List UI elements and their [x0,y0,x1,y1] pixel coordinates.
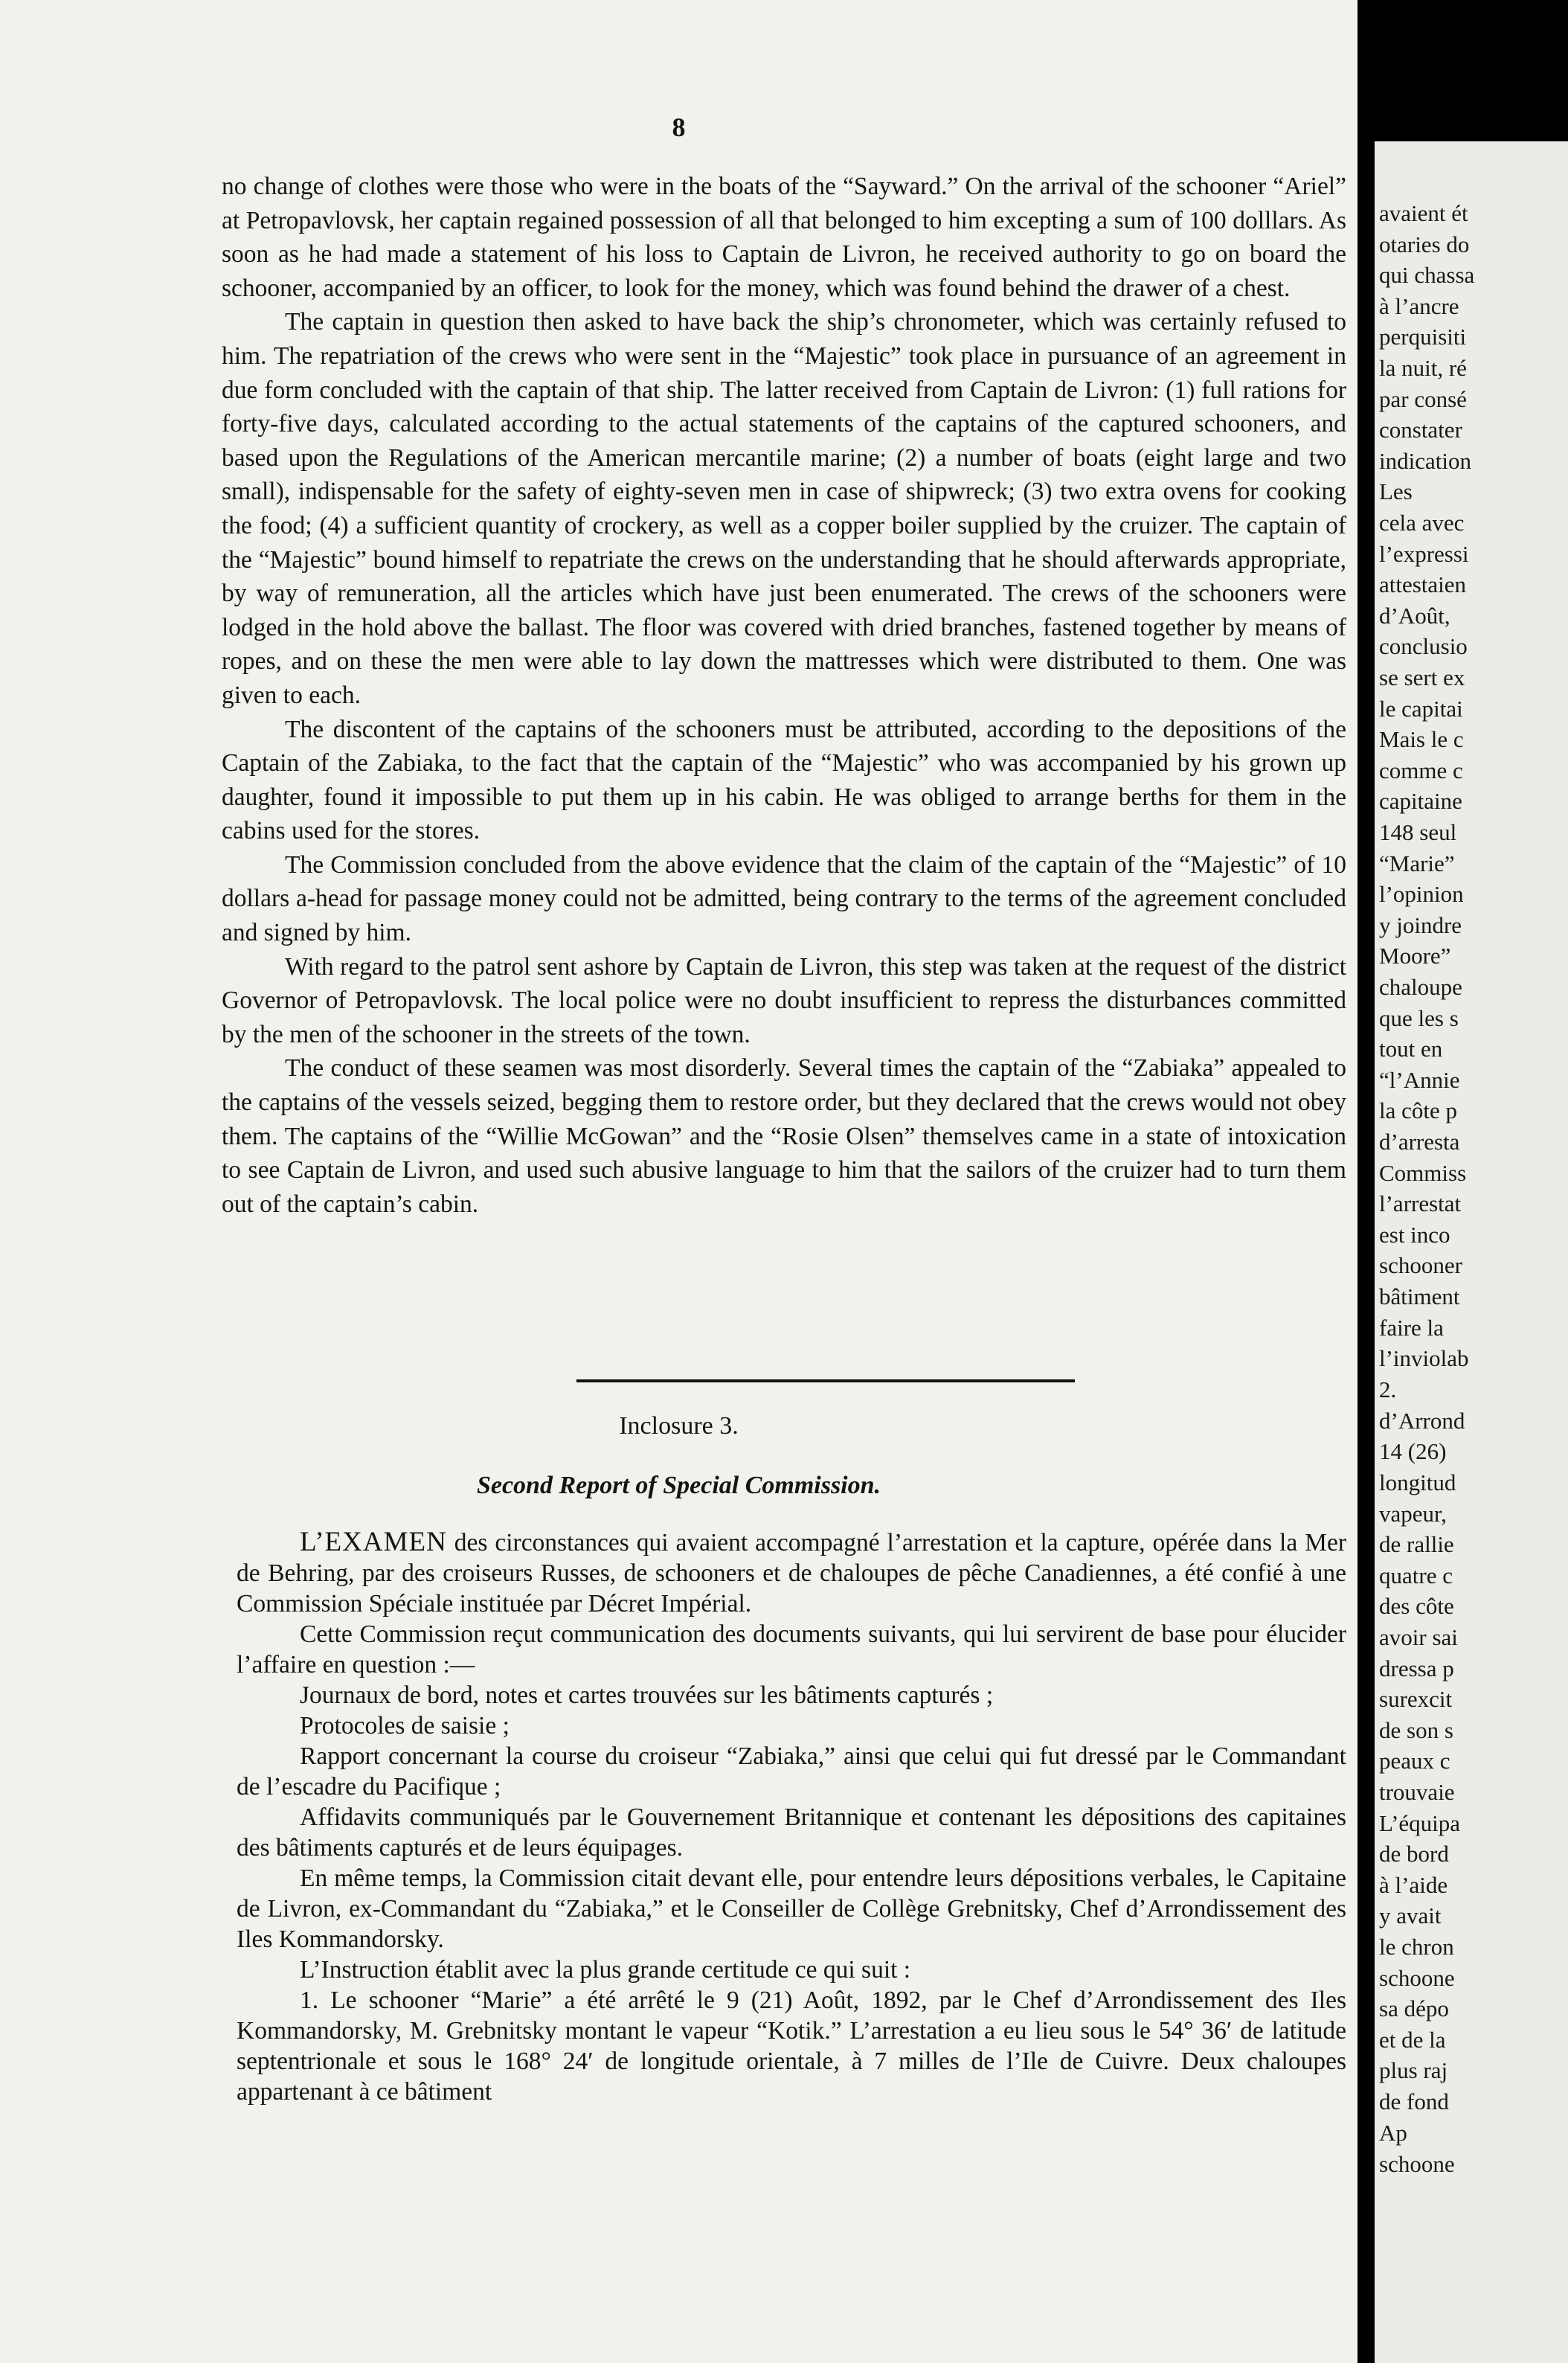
next-page-fragment: quatre c [1379,1562,1453,1588]
paragraph: Journaux de bord, notes et cartes trouvées sur les bâtiments capturés ; [300,1681,994,1709]
next-page-fragment: otaries do [1379,231,1470,257]
next-page-fragment: dressa p [1379,1655,1454,1681]
next-page-fragment: y avait [1379,1902,1442,1929]
next-page-fragment: “l’Annie [1379,1066,1460,1093]
paragraph: With regard to the patrol sent ashore by Captain de Livron, this step was taken at the request of the district Governor of Petropavlovsk. The local police were no doubt insufficient to repress the disturbances committed by the men of the schooner in the streets of the town. [222,952,1346,1048]
next-page-fragment: schoone [1379,1964,1455,1991]
french-section [237,1527,1346,2107]
next-page-fragment: avaient ét [1379,200,1468,226]
paragraph: L’Instruction établit avec la plus grande certitude ce qui suit : [300,1956,911,1984]
next-page-fragment: qui chassa [1379,262,1475,289]
next-page-fragment: le capitai [1379,695,1463,722]
next-page-fragment: constater [1379,417,1462,443]
english-section [222,170,1346,1221]
paragraph: Cette Commission reçut communication des documents suivants, qui lui servirent de base pour élucider l’affaire en question :— [237,1620,1346,1679]
next-page-fragment: surexcit [1379,1686,1453,1713]
next-page-fragment: l’expressi [1379,540,1469,567]
next-page-fragment: Ap [1379,2119,1407,2146]
next-page-fragment: de rallie [1379,1531,1454,1558]
next-page-fragment: l’opinion [1379,881,1464,908]
paragraph: no change of clothes were those who were in the boats of the “Sayward.” On the arrival of the schooner “Ariel” at Petropavlovsk, her captain regained possession of all that belonged to him excepting a sum of 100 dolllars. As soon as he had made a statement of his loss to Captain de Livron, he received authority to go on board the schooner, accompanied by an officer, to look for the money, which was found behind the drawer of a chest. [222,173,1346,302]
next-page-fragment: schoone [1379,2150,1455,2177]
next-page-fragment: faire la [1379,1314,1444,1341]
page-number: 8 [672,112,686,142]
section-divider [576,1379,1075,1382]
next-page-edge [1375,141,1568,2363]
paragraph: Protocoles de saisie ; [300,1712,510,1740]
next-page-fragment: à l’aide [1379,1871,1448,1898]
paragraph: En même temps, la Commission citait devant elle, pour entendre leurs dépositions verbales, le Capitaine de Livron, ex-Commandant du “Zabiaka,” et le Conseiller de Collège Grebnitsky, Chef d’Arrondissement des Iles Kommandorsky. [237,1865,1346,1953]
next-page-fragment: que les s [1379,1004,1459,1031]
paragraph: Rapport concernant la course du croiseur “Zabiaka,” ainsi que celui qui fut dressé par le Commandant de l’escadre du Pacifique ; [237,1742,1346,1801]
next-page-fragment: plus raj [1379,2057,1448,2084]
next-page-fragment: à l’ancre [1379,292,1459,319]
next-page-fragment: avoir sai [1379,1624,1458,1650]
next-page-fragment: peaux c [1379,1748,1450,1774]
next-page-fragment: longitud [1379,1469,1456,1495]
next-page-fragment: des côte [1379,1593,1454,1620]
next-page-fragment: la nuit, ré [1379,355,1467,381]
next-page-fragment: de fond [1379,2088,1449,2114]
next-page-fragment: 148 seul [1379,819,1457,845]
next-page-fragment: L’équipa [1379,1809,1461,1836]
next-page-fragment: l’arrestat [1379,1190,1462,1217]
paragraph: The captain in question then asked to have back the ship’s chronometer, which was certainly refused to him. The repatriation of the crews who were sent in the “Majestic” took place in pursuance of an agreement in due form concluded with the captain of that ship. The latter received from Captain de Livron: (1) full rations for forty-five days, calculated according to the actual statements of the captains of the captured schooners, and based upon the Regulations of the American mercantile marine; (2) a number of boats (eight large and two small), indispensable for the safety of eighty-seven men in case of shipwreck; (3) two extra ovens for cooking the food; (4) a sufficient quantity of crockery, as well as a copper boiler supplied by the cruizer. The captain of the “Majestic” bound himself to repatriate the crews on the understanding that he should afterwards appropriate, by way of remuneration, all the articles which have just been enumerated. The crews of the schooners were lodged in the hold above the ballast. The floor was covered with dried branches, fastened together by means of ropes, and on these the men were able to lay down the mattresses which were distributed to them. One was given to each. [222,308,1346,709]
inclosure-title: Inclosure 3. [619,1412,739,1440]
next-page-fragment: d’Arrond [1379,1407,1465,1434]
next-page-fragment: perquisiti [1379,324,1467,350]
paragraph: 1. Le schooner “Marie” a été arrêté le 9 (21) Août, 1892, par le Chef d’Arrondissement des Iles Kommandorsky, M. Grebnitsky montant le vapeur “Kotik.” L’arrestation a eu lieu sous le 54° 36′ de latitude septentrionale et sous le 168° 24′ de longitude orientale, à 7 milles de l’Ile de Cuivre. Deux chaloupes appartenant à ce bâtiment [237,1987,1346,2106]
next-page-fragment: d’arresta [1379,1129,1460,1155]
next-page-fragment: le chron [1379,1934,1454,1960]
next-page-fragment: bâtiment [1379,1283,1460,1309]
next-page-fragment: vapeur, [1379,1500,1447,1527]
next-page-fragment: 2. [1379,1376,1397,1402]
lead-word: L’EXAMEN [300,1527,447,1557]
next-page-fragment: conclusio [1379,633,1468,660]
next-page-fragment: de son s [1379,1716,1453,1743]
paragraph: The Commission concluded from the above evidence that the claim of the captain of the “Majestic” of 10 dollars a-head for passage money could not be admitted, being contrary to the terms of the agreement concluded and signed by him. [222,850,1346,947]
report-subtitle: Second Report of Special Commission. [476,1472,881,1499]
next-page-fragment: capitaine [1379,788,1462,815]
next-page-fragment: Moore” [1379,943,1451,969]
next-page-fragment: Commiss [1379,1159,1467,1186]
next-page-fragment: 14 (26) [1379,1438,1447,1465]
next-page-fragment: y joindre [1379,911,1462,938]
paragraph-text: des circonstances qui avaient accompagné l’arrestation et la capture, opérée dans la Mer de Behring, par des croiseurs Russes, de schooners et de chaloupes de pêche Canadiennes, a été confié à une Commission Spéciale instituée par Décret Impérial. [237,1529,1346,1617]
next-page-fragment: tout en [1379,1036,1443,1062]
paragraph: Affidavits communiqués par le Gouvernement Britannique et contenant les dépositions des capitaines des bâtiments capturés et de leurs équipages. [237,1803,1346,1862]
next-page-fragment: et de la [1379,2026,1446,2053]
next-page-fragment: d’Août, [1379,602,1450,629]
next-page-fragment: Les [1379,478,1413,505]
next-page-fragment: schooner [1379,1252,1462,1279]
next-page-fragment: de bord [1379,1841,1449,1867]
next-page-fragment: “Marie” [1379,850,1455,876]
next-page-fragment: par consé [1379,385,1467,412]
next-page-fragment: trouvaie [1379,1779,1455,1805]
paragraph: The conduct of these seamen was most disorderly. Several times the captain of the “Zabiaka” appealed to the captains of the vessels seized, begging them to restore order, but they declared that the crews would not obey them. The captains of the “Willie McGowan” and the “Rosie Olsen” themselves came in a state of intoxication to see Captain de Livron, and used such abusive language to him that the sailors of the cruizer had to turn them out of the captain’s cabin. [222,1054,1346,1218]
next-page-fragment: comme c [1379,757,1463,783]
next-page-fragment: se sert ex [1379,664,1465,690]
next-page-fragment: indication [1379,447,1471,474]
next-page-fragment: Mais le c [1379,726,1464,753]
next-page-fragment: est inco [1379,1221,1450,1248]
next-page-fragment: la côte p [1379,1097,1458,1124]
paragraph: The discontent of the captains of the schooners must be attributed, according to the depositions of the Captain of the Zabiaka, to the fact that the captain of the “Majestic” who was accompanied by his grown up daughter, found it impossible to put them up in his cabin. He was obliged to arrange berths for them in the cabins used for the stores. [222,715,1346,845]
paragraph [237,1527,1346,1619]
next-page-fragment: sa dépo [1379,1995,1449,2022]
next-page-fragment: attestaien [1379,571,1467,598]
next-page-fragment: chaloupe [1379,974,1462,1000]
next-page-fragment: cela avec [1379,510,1465,536]
next-page-fragment: l’inviolab [1379,1345,1469,1372]
